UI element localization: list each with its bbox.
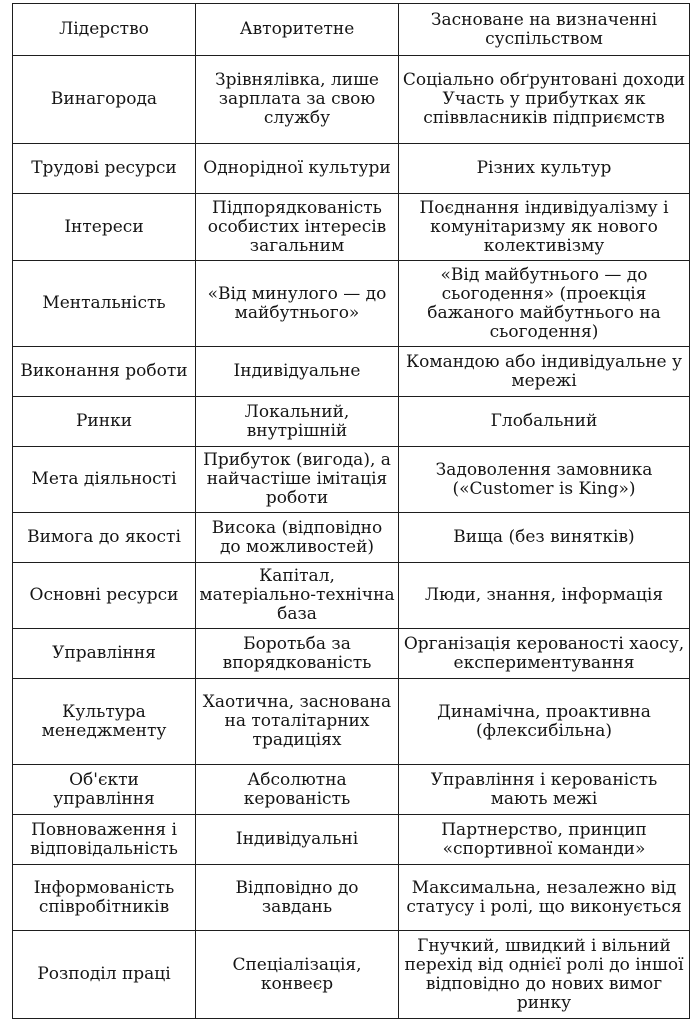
cell-text: Абсолютна керованість <box>243 769 351 809</box>
row-new-model <box>399 447 690 513</box>
row-old-model <box>196 56 399 144</box>
cell-text: Вимога до якості <box>27 527 181 547</box>
row-new-model <box>399 261 690 347</box>
row-new-model <box>399 865 690 931</box>
row-criterion <box>13 865 196 931</box>
cell-text: Задоволення замовника («Customer is King») <box>435 459 653 499</box>
table-row <box>13 815 690 865</box>
cell-text: Люди, знання, інформація <box>424 585 664 605</box>
table-row <box>13 629 690 679</box>
cell-text: Максимальна, незалежно від статусу і ролі, що виконується <box>406 877 682 917</box>
row-criterion <box>13 194 196 261</box>
cell-text: Інформованість співробітників <box>33 877 175 917</box>
row-new-model <box>399 347 690 397</box>
cell-text: Командою або індивідуальне у мережі <box>405 351 683 391</box>
row-old-model <box>196 629 399 679</box>
cell-text: Однорідної культури <box>203 158 391 178</box>
cell-text: Управління <box>52 643 156 663</box>
cell-text: Засноване на визначенні суспільством <box>430 9 658 49</box>
cell-text: Організація керованості хаосу, експериментування <box>403 633 685 673</box>
table-row <box>13 765 690 815</box>
row-new-model <box>399 931 690 1019</box>
cell-text: Виконання роботи <box>20 361 188 381</box>
row-old-model <box>196 447 399 513</box>
row-criterion <box>13 4 196 56</box>
row-criterion <box>13 765 196 815</box>
row-new-model <box>399 679 690 765</box>
row-new-model <box>399 513 690 563</box>
table-row <box>13 261 690 347</box>
cell-text: Поєднання індивідуалізму і комунітаризму як нового колективізму <box>419 197 669 256</box>
table-row <box>13 194 690 261</box>
cell-text: Підпорядкованість особистих інтересів загальним <box>207 197 387 256</box>
cell-text: Індивідуальні <box>235 829 359 849</box>
row-old-model <box>196 931 399 1019</box>
row-old-model <box>196 679 399 765</box>
row-old-model <box>196 347 399 397</box>
cell-text: Соціально обґрунтовані доходи Участь у прибутках як співвласників підприємств <box>402 70 686 128</box>
row-old-model <box>196 563 399 629</box>
cell-text: Винагорода <box>50 89 158 109</box>
row-new-model <box>399 56 690 144</box>
row-criterion <box>13 513 196 563</box>
row-criterion <box>13 397 196 447</box>
cell-text: «Від минулого — до майбутнього» <box>207 283 387 323</box>
cell-text: Розподіл праці <box>37 964 171 984</box>
table-row <box>13 563 690 629</box>
table-row <box>13 347 690 397</box>
cell-text: Спеціалізація, конвеєр <box>232 954 362 994</box>
row-new-model <box>399 4 690 56</box>
row-new-model <box>399 563 690 629</box>
row-old-model <box>196 144 399 194</box>
table-row <box>13 4 690 56</box>
cell-text: Зрівнялівка, лише зарплата за свою службу <box>215 70 379 128</box>
row-new-model <box>399 815 690 865</box>
row-old-model <box>196 261 399 347</box>
cell-text: Прибуток (вигода), а найчастіше імітація роботи <box>203 450 391 508</box>
table-row <box>13 397 690 447</box>
row-criterion <box>13 931 196 1019</box>
cell-text: Авторитетне <box>239 19 355 39</box>
cell-text: Різних культур <box>476 158 612 178</box>
row-criterion <box>13 563 196 629</box>
row-old-model <box>196 815 399 865</box>
table-row <box>13 144 690 194</box>
cell-text: Трудові ресурси <box>31 158 177 178</box>
row-criterion <box>13 144 196 194</box>
cell-text: Партнерство, принцип «спортивної команди» <box>441 819 647 859</box>
document-page <box>12 3 686 1019</box>
cell-text: Інтереси <box>64 216 144 237</box>
table-row <box>13 931 690 1019</box>
cell-text: Глобальний <box>490 411 598 431</box>
row-criterion <box>13 629 196 679</box>
table-row <box>13 679 690 765</box>
cell-text: Вища (без винятків) <box>453 527 635 547</box>
row-criterion <box>13 679 196 765</box>
cell-text: Основні ресурси <box>29 585 179 605</box>
row-old-model <box>196 397 399 447</box>
cell-text: Управління і керованість мають межі <box>430 769 658 809</box>
row-new-model <box>399 144 690 194</box>
cell-text: Об'єкти управління <box>53 769 155 809</box>
cell-text: Гнучкий, швидкий і вільний перехід від однієї ролі до іншої відповідно до нових вимог ринку <box>404 935 684 1013</box>
cell-text: Динамічна, проактивна (флексибільна) <box>437 701 651 741</box>
table-row <box>13 56 690 144</box>
row-old-model <box>196 765 399 815</box>
row-old-model <box>196 865 399 931</box>
row-criterion <box>13 56 196 144</box>
cell-text: Відповідно до завдань <box>235 877 359 917</box>
table-row <box>13 865 690 931</box>
row-old-model <box>196 4 399 56</box>
row-new-model <box>399 397 690 447</box>
row-criterion <box>13 347 196 397</box>
cell-text: Капітал, матеріально-технічна база <box>199 566 395 624</box>
row-old-model <box>196 194 399 261</box>
table-row <box>13 513 690 563</box>
row-new-model <box>399 629 690 679</box>
cell-text: Ринки <box>75 411 133 431</box>
cell-text: Лідерство <box>59 19 149 39</box>
cell-text: Локальний, внутрішній <box>244 401 350 441</box>
cell-text: Боротьба за впорядкованість <box>222 633 372 673</box>
cell-text: Висока (відповідно до можливостей) <box>211 517 383 557</box>
cell-text: Індивідуальне <box>233 361 361 381</box>
cell-text: Повноваження і відповідальність <box>30 819 178 859</box>
cell-text: Культура менеджменту <box>41 701 167 741</box>
cell-text: Ментальність <box>42 293 166 313</box>
comparison-table <box>12 3 690 1019</box>
row-criterion <box>13 815 196 865</box>
table-row <box>13 447 690 513</box>
row-new-model <box>399 765 690 815</box>
cell-text: «Від майбутнього — до сьогодення» (проекція бажаного майбутнього на сьогодення) <box>427 264 661 342</box>
row-old-model <box>196 513 399 563</box>
row-new-model <box>399 194 690 261</box>
row-criterion <box>13 261 196 347</box>
cell-text: Хаотична, заснована на тоталітарних традиціях <box>202 692 392 750</box>
cell-text: Мета діяльності <box>31 469 177 489</box>
row-criterion <box>13 447 196 513</box>
